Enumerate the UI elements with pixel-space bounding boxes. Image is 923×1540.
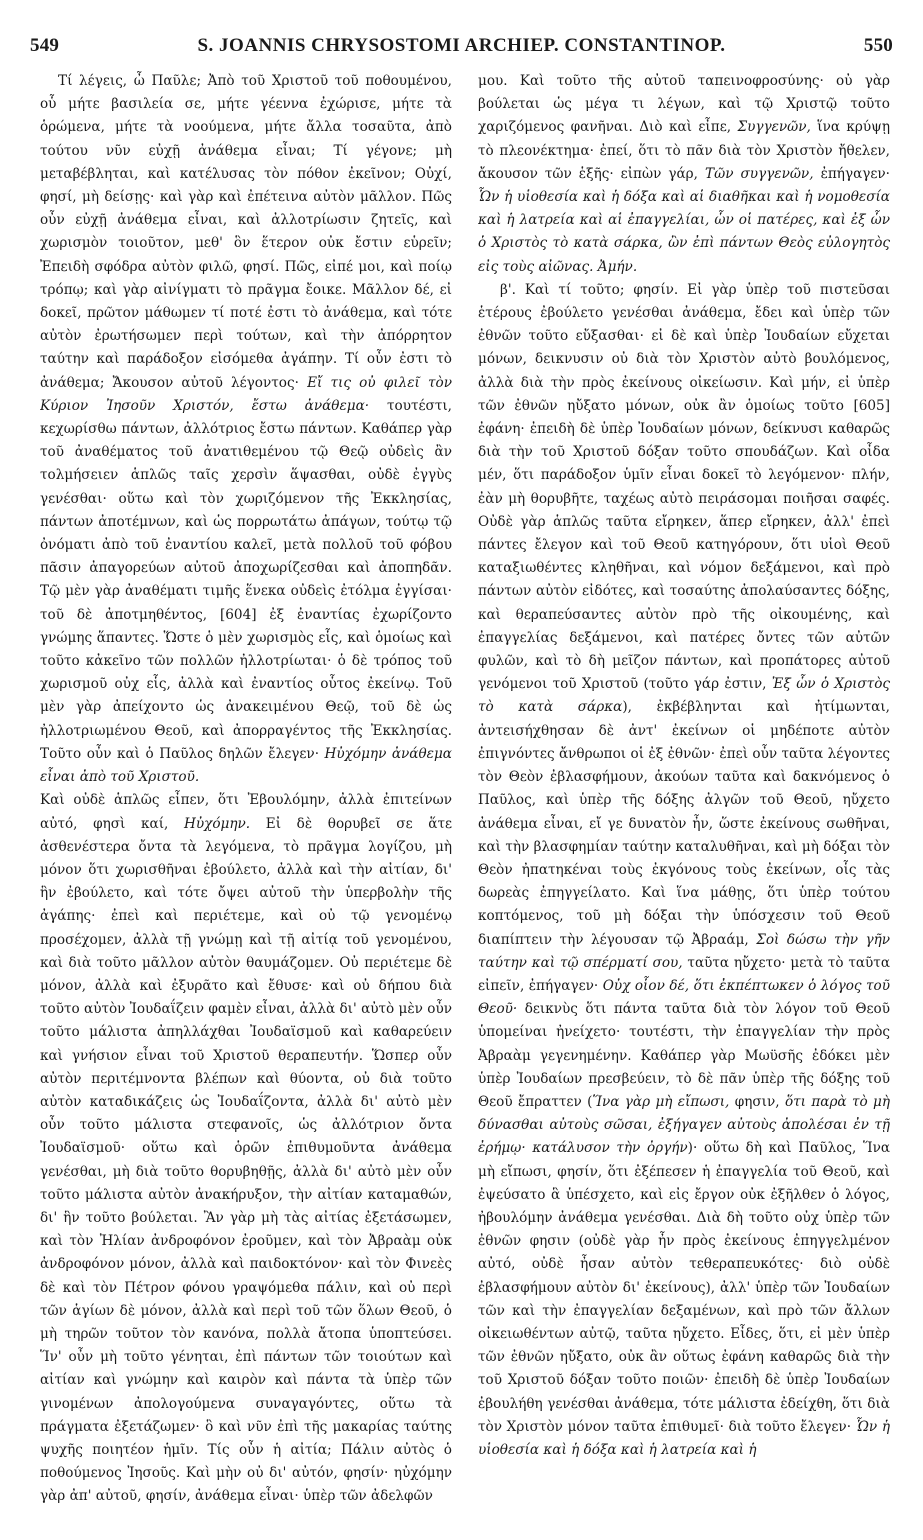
scripture-quote: Ἐξ ὧν ὁ Χριστὸς τὸ κατὰ σάρκα — [478, 676, 890, 716]
scripture-quote: Σοὶ δώσω τὴν γῆν ταύτην καὶ τῷ σπέρματί σου, — [478, 931, 890, 971]
text-run: ταῦτα ηὔχετο· μετὰ τὸ ταῦτα εἰπεῖν, ἐπήγαγεν· — [478, 954, 890, 994]
paragraph — [40, 789, 452, 1508]
running-head — [30, 34, 893, 58]
text-run: Τί λέγεις, ὦ Παῦλε; Ἀπὸ τοῦ Χριστοῦ τοῦ ποθουμένου, οὗ μήτε βασιλεία σε, μήτε γέεννα ἐχώρισε, μήτε τὰ ὁρώμενα, μήτε τὰ νοούμενα, μήτε ἄλλα τοσαῦτα, ἀπὸ τούτου νῦν εὐχῇ ἀνάθεμα εἶναι; Τί γέγονε; μὴ μεταβέβληται, καὶ κατέλυσας τὸν πόθον ἐκεῖνον; Οὐχί, φησί, μὴ δείσῃς· καὶ γὰρ καὶ ἐπέτεινα αὐτὸν μᾶλλον. Πῶς οὖν εὐχῇ ἀνάθεμα εἶναι, καὶ ἀλλοτρίωσιν ζητεῖς, καὶ χωρισμὸν τοιοῦτον, μεθ' ὃν ἕτερον οὐκ ἔστιν εὑρεῖν; Ἐπειδὴ σφόδρα αὐτὸν φιλῶ, φησί. Πῶς, εἰπέ μοι, καὶ ποίῳ τρόπῳ; καὶ γὰρ αἰνίγματι τὸ πρᾶγμα ἔοικε. Μᾶλλον δέ, εἰ δοκεῖ, πρῶτον μάθωμεν τί ποτέ ἐστι τὸ ἀνάθεμα, καὶ τότε αὐτὸν ἐρωτήσωμεν περὶ τούτων, καὶ τὴν ἀπόρρητον ταύτην καὶ παράδοξον εἰσόμεθα ἀγάπην. Τί οὖν ἐστι τὸ ἀνάθεμα; Ἄκουσον αὐτοῦ λέγοντος· — [40, 73, 452, 391]
running-title: S. JOANNIS CHRYSOSTOMI ARCHIEP. CONSTANTINOP. — [197, 35, 726, 56]
text-run: Καὶ οὐδὲ ἁπλῶς εἶπεν, ὅτι Ἐβουλόμην, ἀλλὰ ἐπιτείνων αὐτό, φησὶ καί, — [40, 792, 452, 832]
paragraph — [40, 70, 452, 789]
text-run: )· οὕτω δὴ καὶ Παῦλος, Ἵνα μὴ εἴπωσι, φησίν, ὅτι ἐξέπεσεν ἡ ἐπαγγελία τοῦ Θεοῦ, καὶ ἐψεύσατο ἃ ὑπέσχετο, καὶ εἰς ἔργον οὐκ ἐξῆλθεν ὁ λόγος, ἠβουλόμην ἀνάθεμα γενέσθαι. Διὰ δὴ τοῦτο οὐχ ὑπὲρ τῶν ἐθνῶν φησιν (οὐδὲ γὰρ ἦν πρὸς ἐκείνους ἐπηγγελμένον αὐτό, οὐδὲ ἦσαν αὐτὸν τεθεραπευκότες· διὸ οὐδὲ ἐβλασφήμουν αὐτὸν δι' ἐκείνους), ἀλλ' ὑπὲρ τῶν Ἰουδαίων τῶν καὶ τὴν ἐπαγγελίαν δεξαμένων, καὶ πρὸ τῶν ἄλλων οἰκειωθέντων αὐτῷ, ταῦτα ηὔχετο. Εἶδες, ὅτι, εἰ μὲν ὑπὲρ τῶν ἐθνῶν ηὔξατο, οὐκ ἂν οὕτως ἐφάνη καθαρῶς διὰ τὴν τοῦ Χριστοῦ δόξαν τοῦτο ποιῶν· ἐπειδὴ δὲ ὑπὲρ Ἰουδαίων ἐβουλήθη γενέσθαι ἀνάθεμα, τότε μάλιστα ἐδείχθη, ὅτι διὰ τὸν Χριστὸν μόνον ταῦτα ἐπιθυμεῖ· διὰ τοῦτο ἔλεγεν· — [478, 1140, 890, 1435]
scripture-quote: Τῶν συγγενῶν, — [705, 165, 814, 182]
left-column — [40, 70, 452, 1530]
scripture-quote: Οὐχ οἷον δέ, ὅτι ἐκπέπτωκεν ὁ λόγος τοῦ Θεοῦ· — [478, 977, 890, 1018]
page-number-right: 550 — [863, 35, 893, 56]
scripture-quote: Ηὐχόμην ἀνάθεμα εἶναι ἀπὸ τοῦ Χριστοῦ. — [40, 745, 452, 786]
scripture-quote: ὅτι παρὰ τὸ μὴ δύνασθαι αὐτοὺς σῶσαι, ἐξήγαγεν αὐτοὺς ἀπολέσαι ἐν τῇ ἐρήμῳ· κατάλυσον τὴν ὀργήν — [478, 1093, 890, 1157]
section-paragraph — [478, 279, 890, 1462]
text-run: ἐπήγαγεν· — [820, 165, 890, 182]
scripture-quote: Ὧν ἡ υἱοθεσία καὶ ἡ δόξα καὶ ἡ λατρεία καὶ ἡ — [478, 1418, 890, 1458]
text-run: φησιν, — [734, 1093, 780, 1110]
text-run: μου. Καὶ τοῦτο τῆς αὐτοῦ ταπεινοφροσύνης· οὐ γὰρ βούλεται ὡς μέγα τι λέγων, καὶ τῷ Χριστῷ τοῦτο χαριζόμενος φανῆναι. Διὸ καὶ εἶπε, — [478, 73, 890, 136]
paragraph — [478, 70, 890, 279]
text-run: τουτέστι, κεχωρίσθω πάντων, ἀλλότριος ἔστω πάντων. Καθάπερ γὰρ τοῦ ἀναθέματος τοῦ ἀνατιθεμένου τῷ Θεῷ οὐδεὶς ἂν τολμήσειεν ἁπλῶς ταῖς χερσὶν ἅψασθαι, οὐδὲ ἐγγὺς γενέσθαι· οὕτω καὶ τὸν χωριζόμενον τῆς Ἐκκλησίας, πάντων ἀποτέμνων, καὶ ὡς πορρωτάτω ἀπάγων, τούτῳ τῷ ὀνόματι ἀπὸ τοῦ ἐναντίου καλεῖ, μετὰ πολλοῦ τοῦ φόβου πᾶσιν ἀπαγορεύων αὐτοῦ ἀποχωρίζεσθαι καὶ ἀποπηδᾶν. Τῷ μὲν γὰρ ἀναθέματι τιμῆς ἕνεκα οὐδεὶς ἐτόλμα ἐγγίσαι· τοῦ δὲ ἀποτμηθέντος, [604] ἐξ ἐναντίας ἐχωρίζοντο γνώμης ἅπαντες. Ὥστε ὁ μὲν χωρισμὸς εἷς, καὶ ὁμοίως καὶ τοῦτο κἀκεῖνο τῶν πολλῶν ἠλλοτρίωται· ὁ δὲ τρόπος τοῦ χωρισμοῦ οὐχ εἷς, ἀλλὰ καὶ ἐναντίος οὗτος ἐκείνῳ. Τοῦ μὲν γὰρ ἀπείχοντο ὡς ἀνακειμένου Θεῷ, τοῦ δὲ ὡς ἠλλοτριωμένου Θεοῦ, καὶ ἀπορραγέντος τῆς Ἐκκλησίας. Τοῦτο οὖν καὶ ὁ Παῦλος δηλῶν ἔλεγεν· — [40, 397, 452, 762]
text-run: β'. Καὶ τί τοῦτο; φησίν. Εἰ γὰρ ὑπὲρ τοῦ πιστεῦσαι ἑτέρους ἐβούλετο γενέσθαι ἀνάθεμα, ἔδει καὶ ὑπὲρ τῶν ἐθνῶν τοῦτο εὔξασθαι· εἰ δὲ καὶ ὑπὲρ Ἰουδαίων εὔχεται μόνων, δεικνυσιν οὐ διὰ τὸν Χριστὸν αὐτὸ βουλόμενος, ἀλλὰ διὰ τὴν πρὸς ἐκείνους οἰκείωσιν. Καὶ μήν, εἰ ὑπὲρ τῶν ἐθνῶν ηὔξατο μόνων, οὐκ ἂν ὁμοίως τοῦτο [605] ἐφάνη· ἐπειδὴ δὲ ὑπὲρ Ἰουδαίων μόνων, δείκνυσι καθαρῶς διὰ τὴν τοῦ Χριστοῦ δόξαν τοῦτο σπουδάζων. Καὶ οἶδα μέν, ὅτι παράδοξον ὑμῖν εἶναι δοκεῖ τὸ λεγόμενον· πλήν, ἐὰν μὴ θορυβῆτε, ταχέως αὐτὸ πειράσομαι ποιῆσαι σαφές. Οὐδὲ γὰρ ἁπλῶς ταῦτα εἴρηκεν, ἅπερ εἴρηκεν, ἀλλ' ἐπεὶ πάντες ἔλεγον καὶ τοῦ Θεοῦ κατηγόρουν, ὅτι υἱοὶ Θεοῦ καταξιωθέντες κληθῆναι, καὶ νόμον δεξάμενοι, καὶ πρὸ πάντων αὐτὸν εἰδότες, καὶ τοσαύτης ἀπολαύσαντες δόξης, καὶ θεραπεύσαντες αὐτὸν πρὸ τῆς οἰκουμένης, καὶ ἐπαγγελίας δεξάμενοι, καὶ πατέρες ὄντες τῶν αὐτῶν φυλῶν, καὶ τὸ δὴ μεῖζον πάντων, καὶ προπάτορες αὐτοῦ γενόμενοι τοῦ Χριστοῦ (τοῦτο γάρ ἐστιν, — [478, 281, 890, 693]
scripture-quote: Συγγενῶν, — [737, 119, 811, 136]
text-run: ), ἐκβέβληνται καὶ ἠτίμωνται, ἀντεισήχθησαν δὲ ἀντ' ἐκείνων οἱ μηδέποτε αὐτὸν ἐπιγνόντες ἄνθρωποι οἱ ἐξ ἐθνῶν· ἐπεὶ οὖν ταῦτα λέγοντες τὸν Θεὸν ἐβλασφήμουν, ἀκούων ταῦτα καὶ δακνόμενος ὁ Παῦλος, καὶ ὑπὲρ τῆς δόξης ἀλγῶν τοῦ Θεοῦ, ηὔχετο ἀνάθεμα εἶναι, εἴ γε δυνατὸν ἦν, ὥστε ἐκείνους σωθῆναι, καὶ τὴν βλασφημίαν ταύτην καταλυθῆναι, καὶ μὴ δόξαι τὸν Θεὸν ἠπατηκέναι τοὺς ἐκγόνους τοὺς ἐκείνων, οἷς τὰς δωρεὰς ἐπηγγείλατο. Καὶ ἵνα μάθῃς, ὅτι ὑπὲρ τούτου κοπτόμενος, τοῦ μὴ δόξαι τὴν ὑπόσχεσιν τοῦ Θεοῦ διαπίπτειν τὴν λέγουσαν τῷ Ἀβραάμ, — [478, 699, 890, 948]
page-number-left: 549 — [30, 35, 60, 56]
text-run: ἵνα κρύψῃ τὸ πλεονέκτημα· ἐπεί, ὅτι τὸ πᾶν διὰ τὸν Χριστὸν ἤθελεν, ἄκουσον τῶν ἑξῆς· εἰπὼν γάρ, — [478, 119, 890, 182]
text-columns — [40, 70, 890, 1530]
text-run: Εἰ δὲ θορυβεῖ σε ἅτε ἀσθενέστερα ὄντα τὰ λεγόμενα, τὸ πρᾶγμα λογίζου, μὴ μόνον ὅτι χωρισθῆναι ἐβούλετο, ἀλλὰ καὶ τὴν αἰτίαν, δι' ἣν ἐβούλετο, καὶ τότε ὄψει αὐτοῦ τὴν ὑπερβολὴν τῆς ἀγάπης· ἐπεὶ καὶ περιέτεμε, καὶ οὐ τῷ γενομένῳ προσέχομεν, ἀλλὰ τῇ γνώμῃ καὶ τῇ αἰτίᾳ τοῦ γενομένου, καὶ διὰ τοῦτο μᾶλλον αὐτὸν θαυμάζομεν. Οὐ περιέτεμε δὲ μόνον, ἀλλὰ καὶ ἐξυρᾶτο καὶ ἔθυσε· καὶ οὐ δήπου διὰ τοῦτο αὐτὸν Ἰουδαΐζειν φαμὲν εἶναι, ἀλλὰ δι' αὐτὸ μὲν οὖν τοῦτο μάλιστα ἀπηλλάχθαι Ἰουδαϊσμοῦ καὶ καθαρεύειν καὶ γνήσιον εἶναι τοῦ Χριστοῦ θεραπευτήν. Ὥσπερ οὖν αὐτὸν περιτέμνοντα βλέπων καὶ θύοντα, οὐ διὰ τοῦτο αὐτὸν καταδικάζεις ὡς Ἰουδαΐζοντα, ἀλλὰ δι' αὐτὸ μὲν οὖν τοῦτο μάλιστα στεφανοῖς, ὡς ἀλλότριον ὄντα Ἰουδαϊσμοῦ· οὕτω καὶ ὁρῶν ἐπιθυμοῦντα ἀνάθεμα γενέσθαι, μὴ διὰ τοῦτο θορυβηθῇς, ἀλλὰ δι' αὐτὸ μὲν οὖν τοῦτο μάλιστα αὐτὸν ἀνακήρυξον, τὴν αἰτίαν καταμαθών, δι' ἣν τοῦτο βούλεται. Ἂν γὰρ μὴ τὰς αἰτίας ἐξετάσωμεν, καὶ τὸν Ἠλίαν ἀνδροφόνον ἐροῦμεν, καὶ τὸν Ἀβραὰμ οὐκ ἀνδροφόνον μόνον, ἀλλὰ καὶ παιδοκτόνον· καὶ τὸν Φινεὲς δὲ καὶ τὸν Πέτρον φόνου γραψόμεθα πάλιν, καὶ οὐ περὶ τῶν ἁγίων δὲ μόνον, ἀλλὰ καὶ περὶ τοῦ τῶν ὅλων Θεοῦ, ὁ μὴ τηρῶν τοῦτον τὸν κανόνα, πολλὰ ἄτοπα ὑποπτεύσει. Ἵν' οὖν μὴ τοῦτο γένηται, ἐπὶ πάντων τῶν τοιούτων καὶ αἰτίαν καὶ γνώμην καὶ καιρὸν καὶ πάντα τὰ ὑπὲρ τῶν γινομένων ἀπολογούμενα συναγαγόντες, οὕτω τὰ πράγματα ἐξετάζωμεν· ὃ καὶ νῦν ἐπὶ τῆς μακαρίας ταύτης ψυχῆς ποιητέον ἡμῖν. Τίς οὖν ἡ αἰτία; Πάλιν αὐτὸς ὁ ποθούμενος Ἰησοῦς. Καὶ μὴν οὐ δι' αὐτόν, φησίν· ηὐχόμην γὰρ ἀπ' αὐτοῦ, φησίν, ἀνάθεμα εἶναι· ὑπὲρ τῶν ἀδελφῶν — [40, 815, 452, 1505]
scripture-quote: Ἵνα γὰρ μὴ εἴπωσι, — [592, 1093, 730, 1110]
scripture-quote: Ηὐχόμην. — [184, 815, 251, 832]
text-run: δεικνὺς ὅτι πάντα ταῦτα διὰ τὸν λόγον τοῦ Θεοῦ ὑπομείναι ἠνείχετο· τουτέστι, τὴν ἐπαγγελίαν τὴν πρὸς Ἀβραὰμ γεγενημένην. Καθάπερ γὰρ Μωϋσῆς ἐδόκει μὲν ὑπὲρ Ἰουδαίων πρεσβεύειν, τὸ δὲ πᾶν ὑπὲρ τῆς δόξης τοῦ Θεοῦ ἔπραττεν ( — [478, 1001, 890, 1110]
right-column — [478, 70, 890, 1530]
scripture-quote: Ὧν ἡ υἱοθεσία καὶ ἡ δόξα καὶ αἱ διαθῆκαι καὶ ἡ νομοθεσία καὶ ἡ λατρεία καὶ αἱ ἐπαγγελίαι, ὧν οἱ πατέρες, καὶ ἐξ ὧν ὁ Χριστὸς τὸ κατὰ σάρκα, ὢν ἐπὶ πάντων Θεὸς εὐλογητὸς εἰς τοὺς αἰῶνας. Ἀμήν. — [478, 189, 890, 275]
scripture-quote: Εἴ τις οὐ φιλεῖ τὸν Κύριον Ἰησοῦν Χριστόν, ἔστω ἀνάθεμα· — [40, 374, 452, 414]
